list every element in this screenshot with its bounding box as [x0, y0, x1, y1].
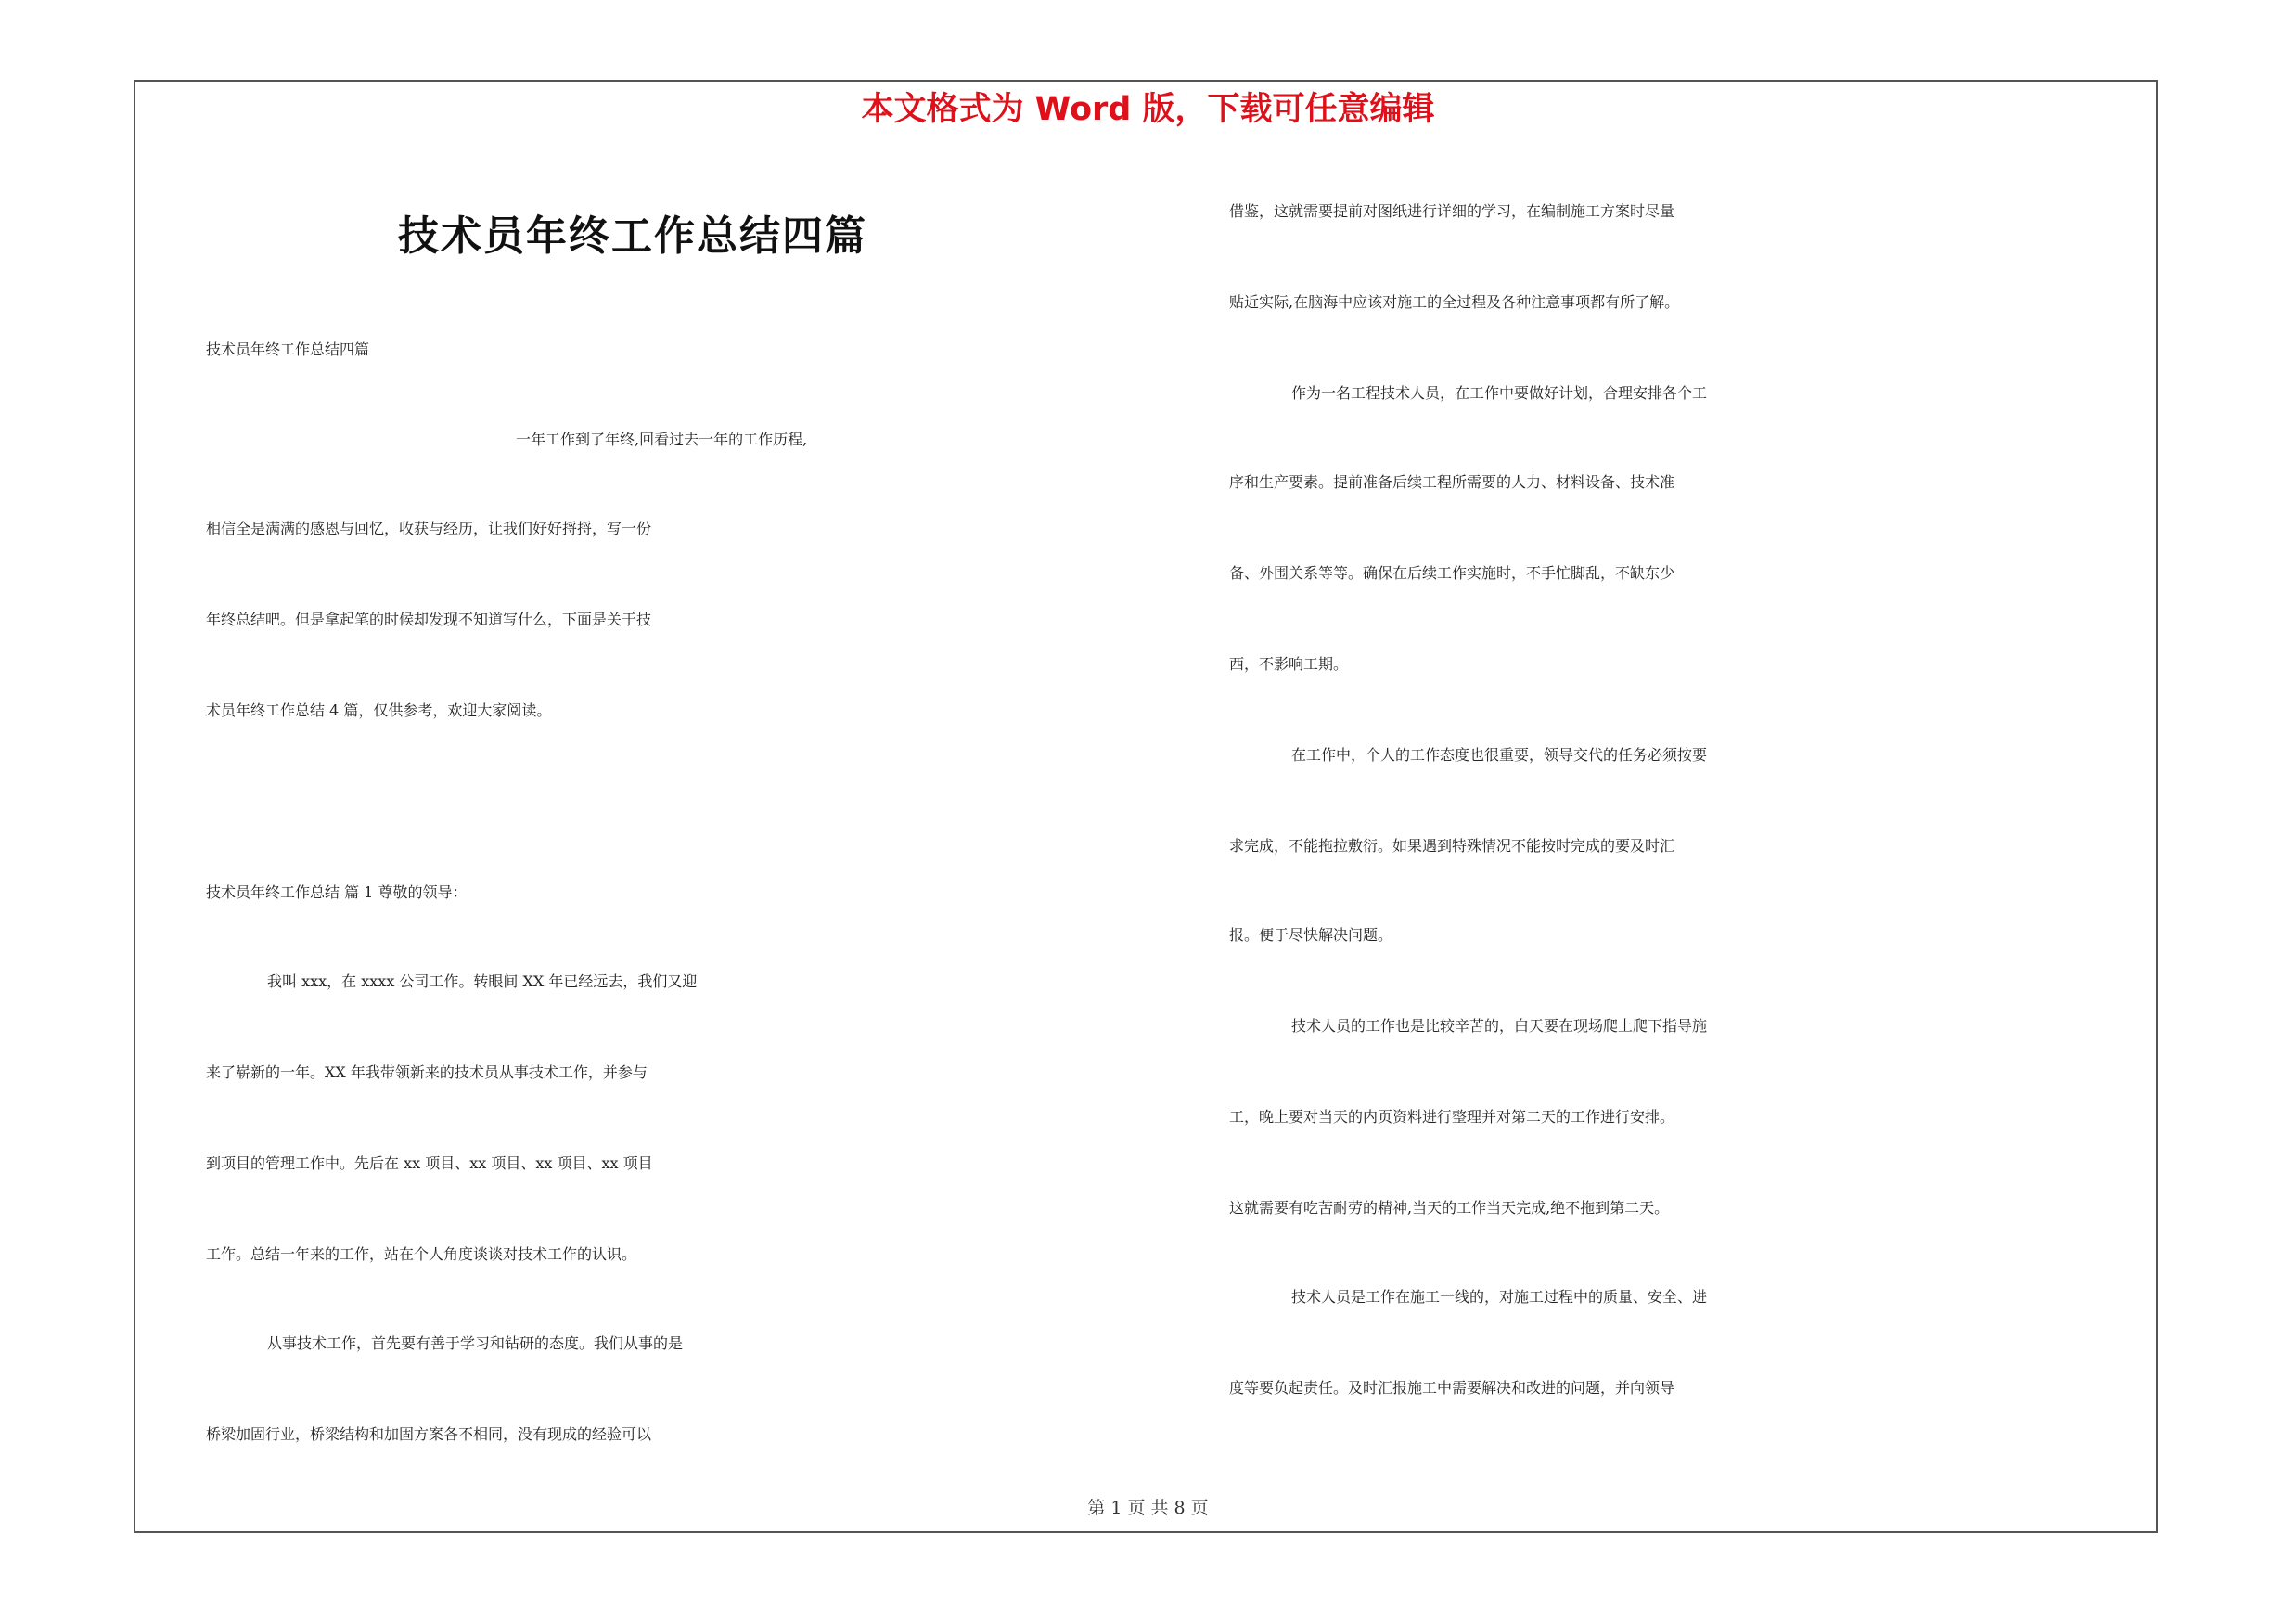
paragraph-line: 我叫 xxx，在 xxxx 公司工作。转眼间 XX 年已经远去，我们又迎	[267, 973, 698, 990]
paragraph-line: 备、外围关系等等。确保在后续工作实施时，不手忙脚乱，不缺东少	[1229, 564, 1675, 582]
paragraph-line: 来了崭新的一年。XX 年我带领新来的技术员从事技术工作，并参与	[206, 1063, 648, 1081]
paragraph-line: 年终总结吧。但是拿起笔的时候却发现不知道写什么，下面是关于技	[206, 611, 652, 628]
paragraph-line: 相信全是满满的感恩与回忆，收获与经历，让我们好好捋捋，写一份	[206, 520, 652, 537]
document-title: 技术员年终工作总结四篇	[398, 213, 867, 260]
paragraph-line: 技术人员是工作在施工一线的，对施工过程中的质量、安全、进	[1291, 1288, 1708, 1306]
paragraph-line: 一年工作到了年终,回看过去一年的工作历程,	[516, 431, 808, 448]
paragraph-line: 技术人员的工作也是比较辛苦的，白天要在现场爬上爬下指导施	[1291, 1017, 1708, 1035]
paragraph-line: 借鉴，这就需要提前对图纸进行详细的学习，在编制施工方案时尽量	[1229, 202, 1675, 220]
paragraph-line: 报。便于尽快解决问题。	[1229, 926, 1393, 944]
paragraph-line: 在工作中，个人的工作态度也很重要，领导交代的任务必须按要	[1291, 746, 1708, 764]
paragraph-line: 度等要负起责任。及时汇报施工中需要解决和改进的问题，并向领导	[1229, 1379, 1675, 1397]
paragraph-line: 桥梁加固行业，桥梁结构和加固方案各不相同，没有现成的经验可以	[206, 1425, 652, 1443]
paragraph-line: 序和生产要素。提前准备后续工程所需要的人力、材料设备、技术准	[1229, 473, 1675, 491]
subtitle-line: 技术员年终工作总结四篇	[206, 341, 370, 358]
paragraph-line: 到项目的管理工作中。先后在 xx 项目、xx 项目、xx 项目、xx 项目	[206, 1154, 653, 1172]
paragraph-line: 工作。总结一年来的工作，站在个人角度谈谈对技术工作的认识。	[206, 1245, 637, 1263]
paragraph-line: 求完成，不能拖拉敷衍。如果遇到特殊情况不能按时完成的要及时汇	[1229, 837, 1675, 855]
page-frame	[134, 80, 2158, 1533]
paragraph-line: 西，不影响工期。	[1229, 655, 1349, 673]
section-heading-line: 技术员年终工作总结 篇 1 尊敬的领导：	[206, 883, 468, 901]
paragraph-line: 工，晚上要对当天的内页资料进行整理并对第二天的工作进行安排。	[1229, 1108, 1675, 1126]
paragraph-line: 作为一名工程技术人员，在工作中要做好计划，合理安排各个工	[1291, 384, 1708, 402]
paragraph-line: 术员年终工作总结 4 篇，仅供参考，欢迎大家阅读。	[206, 702, 552, 719]
paragraph-line: 从事技术工作，首先要有善于学习和钻研的态度。我们从事的是	[267, 1334, 684, 1352]
page-number-footer: 第 1 页 共 8 页	[1087, 1498, 1209, 1518]
paragraph-line: 贴近实际,在脑海中应该对施工的全过程及各种注意事项都有所了解。	[1229, 293, 1680, 311]
paragraph-line: 这就需要有吃苦耐劳的精神,当天的工作当天完成,绝不拖到第二天。	[1229, 1199, 1670, 1217]
word-format-banner: 本文格式为 Word 版，下载可任意编辑	[861, 91, 1435, 128]
